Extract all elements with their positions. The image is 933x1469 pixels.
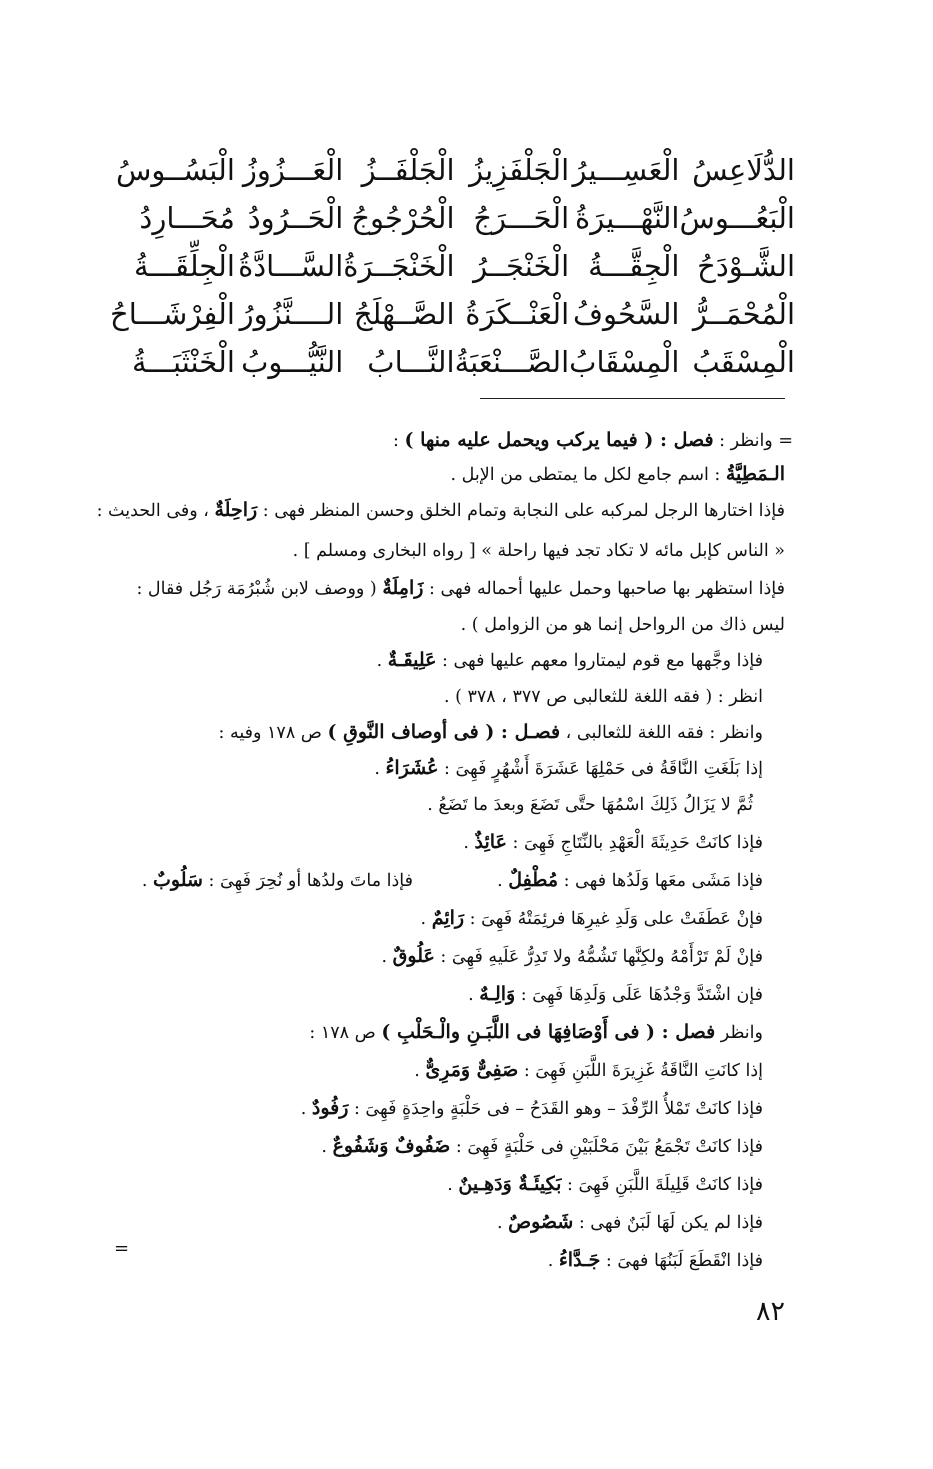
text-line: فإذا كانَتْ قَلِيلَةَ اللَّبَنِ فَهِىَ : بَكِيئَـةٌ وَدَهِـينٌ . — [447, 1173, 763, 1195]
grid-word: النَّـــابُ — [367, 345, 455, 379]
separator-rule — [480, 398, 785, 399]
grid-word: الْعَنْــكَرَةُ — [465, 297, 570, 331]
text-line: فإذا لم يكن لَهَا لَبَنٌ فهى : شَصُوصٌ . — [496, 1211, 763, 1233]
grid-word: الْحَـــرَجُ — [473, 201, 570, 235]
text-line: فإنْ عَطَفَتْ على وَلَدِ غيرِهَا فرئِمَتْهُ فَهِىَ : رَائِمٌ . — [420, 907, 763, 929]
text-line: وانظر : فقه اللغة للثعالبى ، فصـل : ( فى أوصاف النَّوقِ ) ص ١٧٨ وفيه : — [218, 721, 763, 743]
grid-word: السَّحُوفُ — [572, 297, 680, 331]
grid-word: الْفِرْشَـــاحُ — [110, 297, 235, 331]
grid-word: الْعَـــزُوزُ — [242, 153, 344, 187]
grid-word: الْمِسْقَبُ — [692, 345, 795, 379]
grid-word: الْجِلِّقَـــةُ — [134, 249, 235, 283]
grid-word: النَّيُّـــوبُ — [241, 345, 344, 379]
grid-word: الدُّلَاعِسُ — [692, 153, 795, 187]
text-line: فإذا كانَتْ تَجْمَعُ بَيْنَ مَحْلَبَيْنِ فى حَلْبَةٍ فَهِىَ : ضَفُوفٌ وَشَفُوعٌ . — [321, 1135, 763, 1157]
grid-word: الصَّــهْلَجُ — [353, 297, 455, 331]
text-line: فإذا كانَتْ حَدِيثَةَ الْعَهْدِ بالنِّتَاجِ فَهِىَ : عَائِذٌ . — [463, 831, 763, 853]
grid-word: الــــنَّزُورُ — [239, 297, 344, 331]
grid-word: الْمِسْقَابُ — [569, 345, 680, 379]
grid-word: مُحَـــارِدُ — [139, 201, 235, 235]
text-line: فإذا كانَتْ تَمْلأُ الرِّفْدَ – وهو القَدَحُ – فى حَلْبَةٍ واحِدَةٍ فَهِىَ : رَفُودٌ . — [300, 1097, 763, 1119]
page-number: ٨٢ — [755, 1296, 785, 1327]
grid-word: النَّهْـــيرَةُ — [575, 201, 680, 235]
grid-word: الْجَلْفَــزُ — [361, 153, 455, 187]
grid-word: الْحَــرُودُ — [247, 201, 344, 235]
grid-word: الْجِقَّـــةُ — [588, 249, 680, 283]
text-line: ليس ذاك من الرواحل إنما هو من الزوامل ) . — [460, 615, 785, 635]
text-line: فإذا اختارها الرجل لمركبه على النجابة وتمام الخلق وحسن المنظر فهى : رَاحِلَةٌ ، وفى الحديث : — [96, 499, 785, 521]
grid-word: الْخَنْثَبَـــةُ — [132, 345, 235, 379]
grid-word: الْحُرْجُوجُ — [351, 201, 455, 235]
text-line: ثُمَّ لا يَزَالُ ذَلِكَ اسْمُهَا حتَّى تَضَعَ وبعدَ ما تَضَعُ . — [427, 795, 753, 815]
word-grid — [110, 148, 795, 384]
text-line: فإذا مَشَى معَها وَلَدُها فهى : مُطْفِلٌ . — [497, 869, 763, 891]
text-line: انظر : ( فقه اللغة للثعالبى ص ٣٧٧ ، ٣٧٨ ) . — [443, 687, 763, 707]
grid-word: الْخَنْجَــرَةُ — [343, 249, 455, 283]
text-line: فإذا انْقَطَعَ لَبَنُهَا فهىَ : جَـدَّاءُ . — [547, 1249, 763, 1271]
grid-word: السَّـــادَّةُ — [238, 249, 344, 283]
text-line: = وانظر : فصل : ( فيما يركب ويحمل عليه منها ) : — [393, 429, 793, 451]
margin-mark: = — [114, 1238, 130, 1259]
grid-word: الْخَنْجَــرُ — [473, 249, 570, 283]
text-line: وانظر فصل : ( فى أَوْصَافِهَا فى اللَّبَـنِ والْـحَلْبِ ) ص ١٧٨ : — [309, 1021, 763, 1043]
text-line: فإذا ماتَ ولدُها أو نُحِرَ فَهِىَ : سَلُوبٌ . — [141, 869, 413, 891]
grid-word: الْبَعُـــوسُ — [679, 201, 795, 235]
text-line: إذا بَلَغَتِ النَّاقَةُ فى حَمْلِهَا عَشَرَةَ أَشْهُرٍ فَهِىَ : عُشَرَاءُ . — [374, 757, 763, 779]
text-line: « الناس كإبل مائه لا تكاد تجد فيها راحلة » [ رواه البخارى ومسلم ] . — [292, 541, 785, 561]
grid-word: الْمُحْمَــرُّ — [692, 297, 795, 331]
text-line: فإنْ لَمْ تَرْأَمْهُ ولكِنَّها تَشُمُّهُ ولا تَدِرُّ عَلَيهِ فَهِىَ : عَلُوقٌ . — [381, 945, 763, 967]
grid-word: الشَّـوْدَحُ — [697, 249, 795, 283]
grid-word: الْعَسِـــيرُ — [572, 153, 680, 187]
grid-word: الْبَسُــوسُ — [116, 153, 235, 187]
text-line: فإذا استظهر بها صاحبها وحمل عليها أحماله فهى : زَامِلَةٌ ( ووصف لابن شُبْرُمَة رَجُل فقال : — [136, 577, 785, 599]
text-line: إذا كانَتِ النَّاقَةُ غَزِيرَةَ اللَّبَنِ فَهِىَ : صَفِىٌّ وَمَرِىٌّ . — [414, 1059, 763, 1081]
grid-word: الْجَلْفَزِيزُ — [469, 153, 570, 187]
text-line: فإذا وجَّهها مع قوم ليمتاروا معهم عليها فهى : عَلِيقَـةٌ . — [376, 649, 763, 671]
grid-word: الصَّـــنْعَبَةُ — [454, 345, 570, 379]
text-line: الـمَطِيَّةُ : اسم جامع لكل ما يمتطى من الإبل . — [450, 463, 785, 485]
text-line: فإن اشْتَدَّ وَجْدُهَا عَلَى وَلَدِهَا فَهِىَ : وَالِـهٌ . — [468, 983, 763, 1005]
